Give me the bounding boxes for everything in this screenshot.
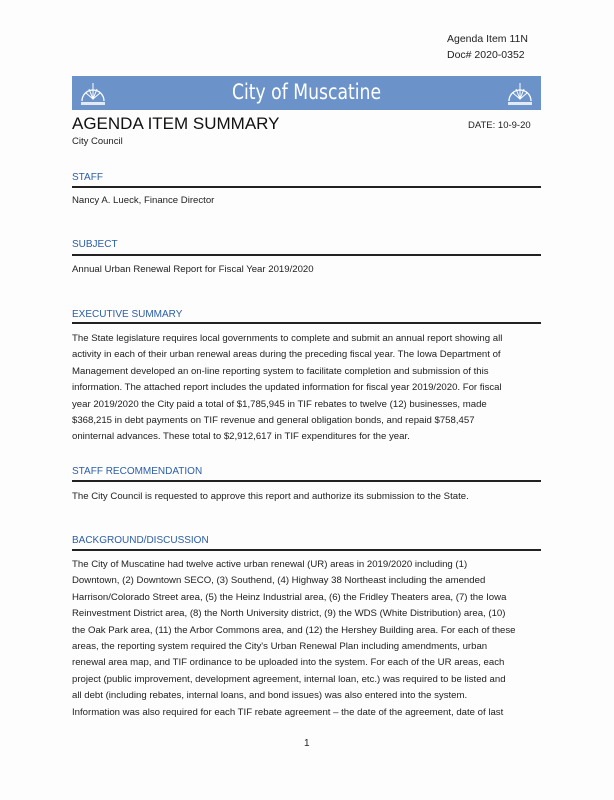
text-line: The State legislature requires local governments to complete and submit an annual report showing all: [72, 333, 503, 344]
subject-text: Annual Urban Renewal Report for Fiscal Year 2019/2020: [72, 264, 314, 275]
executive-summary-heading: EXECUTIVE SUMMARY: [72, 309, 183, 320]
staff-recommendation-heading: STAFF RECOMMENDATION: [72, 466, 203, 477]
doc-number: Doc# 2020-0352: [447, 49, 525, 61]
text-line: Harrison/Colorado Street area, (5) the Heinz Industrial area, (6) the Fridley Theaters area, (7) the Iowa: [72, 591, 507, 603]
text-line: all debt (including rebates, internal loans, and bond issues) was also entered into the system.: [72, 690, 468, 702]
text-line: year 2019/2020 the City paid a total of $1,785,945 in TIF rebates to twelve (12) businesses, made: [72, 398, 487, 410]
governing-body: City Council: [72, 136, 123, 147]
document-date: DATE: 10-9-20: [468, 120, 531, 131]
background-heading: BACKGROUND/DISCUSSION: [72, 535, 209, 546]
divider: [72, 186, 541, 188]
banner-title: City of Muscatine: [231, 80, 382, 104]
text-line: The City of Muscatine had twelve active urban renewal (UR) areas in 2019/2020 including (1): [72, 559, 468, 570]
text-line: Reinvestment District area, (8) the North University district, (9) the WDS (White Distribution) area, (10): [72, 608, 506, 620]
text-line: areas, the reporting system required the City's Urban Renewal Plan including amendments, urban: [72, 641, 488, 653]
text-line: information. The attached report includes the updated information for fiscal year 2019/2020. For fiscal: [72, 382, 502, 394]
staff-recommendation-text: The City Council is requested to approve this report and authorize its submission to the State.: [72, 491, 469, 502]
text-line: oninternal advances. These total to $2,912,617 in TIF expenditures for the year.: [72, 431, 410, 443]
subject-heading: SUBJECT: [72, 239, 118, 250]
city-logo-icon: [78, 79, 108, 107]
divider: [72, 549, 541, 551]
city-logo-icon: [505, 79, 535, 107]
text-line: activity in each of their urban renewal areas during the preceding fiscal year. The Iowa Department of: [72, 349, 501, 361]
text-line: renewal area map, and TIF ordinance to be uploaded into the system. For each of the UR areas, each: [72, 657, 505, 669]
staff-text: Nancy A. Lueck, Finance Director: [72, 195, 215, 206]
text-line: the Oak Park area, (11) the Arbor Commons area, and (12) the Hershey Building area. For each of these: [72, 624, 516, 636]
text-line: $368,215 in debt payments on TIF revenue and general obligation bonds, and repaid $758,457: [72, 415, 475, 427]
divider: [72, 480, 541, 482]
page-title: AGENDA ITEM SUMMARY: [72, 114, 280, 133]
staff-heading: STAFF: [72, 172, 103, 183]
divider: [72, 254, 541, 256]
executive-summary-text: [72, 331, 502, 446]
text-line: Management developed an on-line reporting system to facilitate completion and submission of this: [72, 365, 489, 377]
text-line: Downtown, (2) Downtown SECO, (3) Southend, (4) Highway 38 Northeast including the amended: [72, 575, 486, 587]
text-line: Information was also required for each TIF rebate agreement – the date of the agreement, date of last: [72, 706, 504, 718]
text-line: project (public improvement, development agreement, internal loan, etc.) was required to be listed and: [72, 673, 506, 685]
agenda-item-number: Agenda Item 11N: [447, 33, 528, 45]
page-number: 1: [304, 738, 310, 749]
city-banner: [72, 76, 541, 110]
background-text: [72, 557, 516, 721]
divider: [72, 322, 541, 324]
